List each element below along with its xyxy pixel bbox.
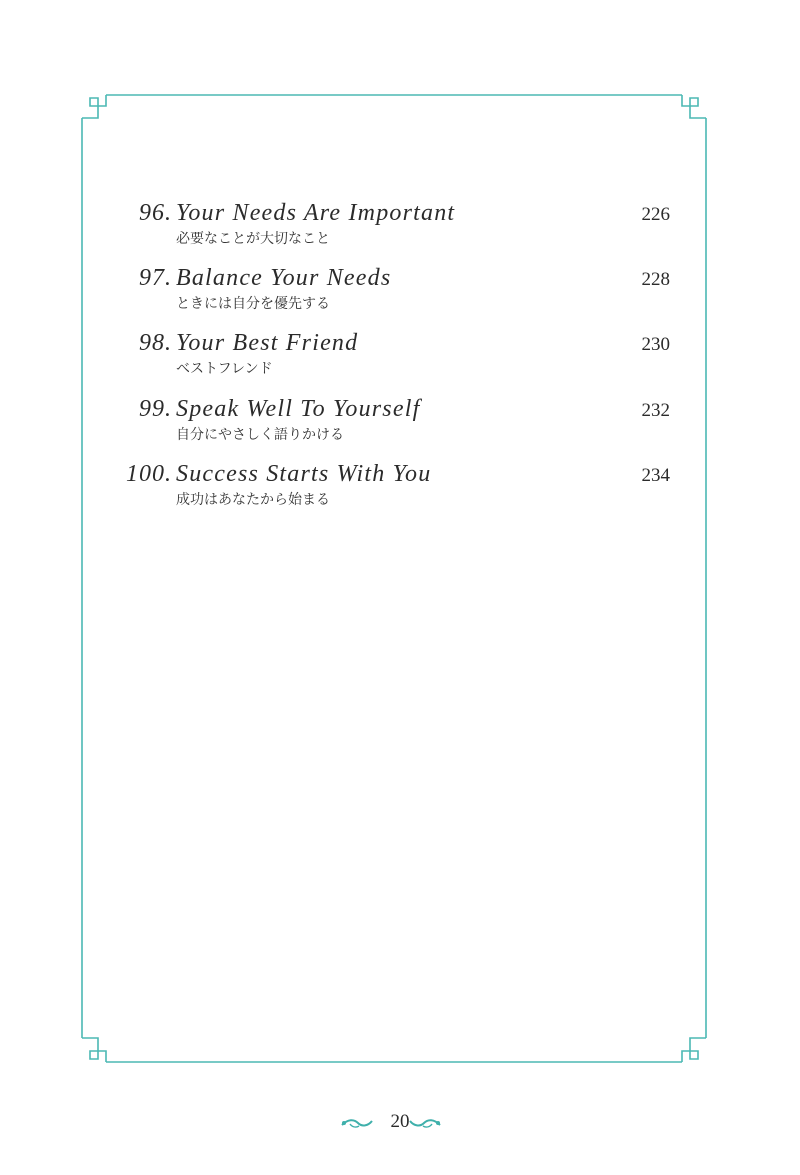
- entry-number: 97.: [139, 265, 172, 291]
- entry-title: Your Needs Are Important: [176, 200, 456, 226]
- entry-title: Balance Your Needs: [176, 265, 392, 291]
- page-number: 20: [390, 1111, 410, 1132]
- entry-page-number: 234: [641, 465, 670, 486]
- toc-entry-99[interactable]: [110, 395, 670, 455]
- entry-title: Speak Well To Yourself: [176, 396, 421, 422]
- entry-subtitle: 成功はあなたから始まる: [176, 492, 330, 508]
- entry-title: Your Best Friend: [176, 330, 359, 356]
- toc-entry-98[interactable]: [110, 329, 670, 389]
- entry-title: Success Starts With You: [176, 461, 432, 487]
- toc-entry-100[interactable]: [110, 460, 670, 520]
- entry-number: 100.: [126, 461, 172, 487]
- entry-number: 98.: [139, 330, 172, 356]
- page-footer: [0, 1108, 800, 1138]
- entry-subtitle: 自分にやさしく語りかける: [176, 427, 344, 443]
- entry-subtitle: 必要なことが大切なこと: [176, 231, 330, 247]
- entry-subtitle: ときには自分を優先する: [176, 296, 330, 312]
- entry-page-number: 226: [641, 204, 670, 225]
- entry-number: 99.: [139, 396, 172, 422]
- right-swirl-ornament-icon: [408, 1116, 442, 1130]
- toc-entry-96[interactable]: [110, 199, 670, 259]
- entry-page-number: 232: [641, 400, 670, 421]
- left-swirl-ornament-icon: [340, 1116, 374, 1130]
- entry-page-number: 228: [641, 269, 670, 290]
- entry-page-number: 230: [641, 334, 670, 355]
- entry-subtitle: ベストフレンド: [176, 361, 273, 377]
- entry-number: 96.: [139, 200, 172, 226]
- toc-entry-97[interactable]: [110, 264, 670, 324]
